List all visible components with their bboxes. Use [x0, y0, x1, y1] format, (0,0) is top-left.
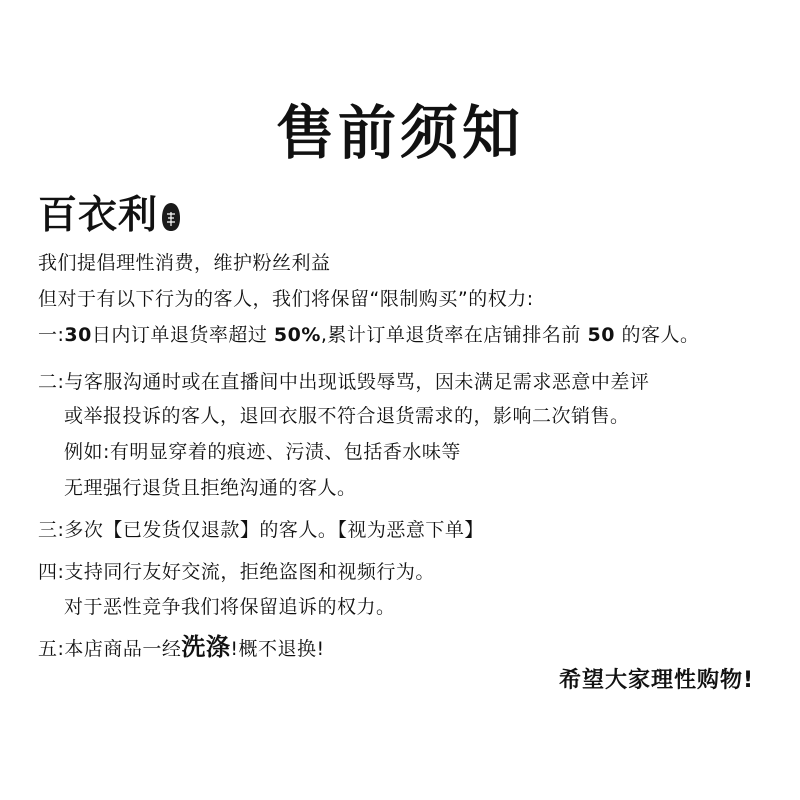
- fortune-seal-icon: [160, 202, 182, 232]
- rule-1-text-c: 的客人。: [614, 324, 700, 346]
- rule-5-emphasis: 洗涤: [181, 633, 231, 661]
- intro-line-1: 我们提倡理性消费，维护粉丝利益: [38, 252, 331, 274]
- rule-5: [38, 634, 325, 662]
- rule-1-text-a: 日内订单退货率超过: [91, 324, 274, 346]
- rule-4-line-1: 四:支持同行友好交流，拒绝盗图和视频行为。: [38, 561, 435, 583]
- rule-3: 三:多次【已发货仅退款】的客人。【视为恶意下单】: [38, 519, 484, 541]
- brand: [38, 190, 182, 240]
- rule-1-prefix: 一:: [38, 324, 65, 346]
- closing-message: 希望大家理性购物!: [558, 668, 754, 693]
- brand-name: 百衣利: [38, 193, 159, 238]
- rule-2-line-4: 无理强行退货且拒绝沟通的客人。: [64, 477, 357, 499]
- rule-1-text-b: ,累计订单退货率在店铺排名前: [320, 324, 588, 346]
- rule-1-rank: 50: [587, 324, 615, 346]
- rule-5-prefix: 五:本店商品一经: [38, 638, 182, 660]
- rule-5-suffix: !概不退换!: [230, 638, 325, 660]
- rule-1-rate: 50%: [273, 324, 321, 346]
- page-title: 售前须知: [275, 99, 524, 167]
- rule-2-line-3: 例如:有明显穿着的痕迹、污渍、包括香水味等: [64, 441, 461, 463]
- rule-1: [38, 322, 699, 348]
- rule-2-line-1: 二:与客服沟通时或在直播间中出现诋毁辱骂，因未满足需求恶意中差评: [38, 371, 650, 393]
- intro-line-2: 但对于有以下行为的客人，我们将保留“限制购买”的权力:: [38, 288, 534, 310]
- rule-2-line-2: 或举报投诉的客人，退回衣服不符合退货需求的，影响二次销售。: [64, 405, 630, 427]
- rule-4-line-2: 对于恶性竞争我们将保留追诉的权力。: [64, 596, 396, 618]
- rule-1-days: 30: [64, 324, 92, 346]
